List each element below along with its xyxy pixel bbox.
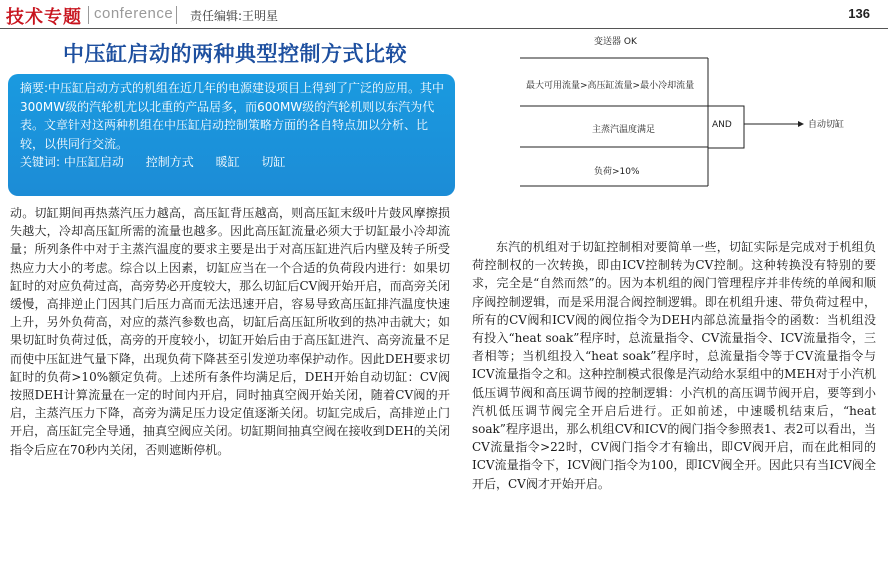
keywords-line [20,153,445,172]
header-divider [176,6,177,24]
input-label: 主蒸汽温度满足 [592,125,656,135]
output-arrow [798,121,804,127]
column-badge: 技术专题 [6,7,82,28]
abstract-text: 摘要:中压缸启动方式的机组在近几年的电源建设项目上得到了广泛的应用。其中300MW级的汽轮机尤以北重的产品居多，而600MW级的汽轮机则以东汽为代表。文章针对这两种机组在中压缸启动控制策略方面的各自特点加以分析、比较，以供同行交流。 [20,81,445,151]
body-column-right [472,238,876,493]
output-label: 自动切缸 [808,120,845,130]
body-paragraph: 动。切缸期间再热蒸汽压力越高，高压缸背压越高，则高压缸末级叶片鼓风摩擦损失越大，冷却高压缸所需的流量也越多。因此高压缸流量必须大于切缸最小冷却流量；所列条件中对于主蒸汽温度的要求主要是出于对高压缸进汽后内壁及转子所受热应力大小的考虑。综合以上因素，切缸应当在一个合适的负荷段内进行：如果切缸时的对应负荷过高，高旁势必开度较大，那么切缸后CV阀开始开启，而高旁关闭缓慢，高排逆止门因其门后压力高而无法迅速开启，容易导致高压缸排汽温度快速上升，另外负荷高，对应的蒸汽参数也高，切缸后高压缸所收到的热冲击就大；如果切缸时负荷过低，高旁的开度较小，切缸开始后由于高压缸进汽、高旁流量不足而使中压缸进气量下降，出现负荷下降甚至引发逆功率保护动作。因此DEH要求切缸时的负荷>10%额定负荷。上述所有条件均满足后，DEH开始自动切缸：CV阀按照DEH计算流量在一定的时间内开启，同时抽真空阀开始关闭，随着CV阀的开启，主蒸汽压力下降，高旁为满足压力设定值逐渐关闭。切缸完成后，高排逆止门开启，高压缸完全导通，抽真空阀应关闭。切缸期间抽真空阀在接收到DEH的关闭指令后应在70秒内关闭，否则遮断停机。 [10,206,450,457]
keyword: 中压缸启动 [63,155,124,170]
abstract-box [8,74,455,196]
page-header [0,0,888,30]
editor-credit: 责任编辑:王明星 [190,9,279,23]
input-label: 负荷>10% [594,167,640,177]
input-label: 变送器 OK [594,37,637,47]
logic-diagram [468,28,888,228]
keyword: 控制方式 [145,155,194,170]
body-paragraph: 东汽的机组对于切缸控制相对要简单一些，切缸实际是完成对于机组负荷控制权的一次转换，即由ICV控制转为CV控制。这种转换没有特别的要求，完全是“自然而然”的。因为本机组的阀门管理程序并非传统的单阀和顺序阀控制逻辑，而是采用混合阀控制逻辑。即在机组升速、带负荷过程中，所有的CV阀和ICV阀的阀位指令为DEH内部总流量指令的函数：当机组没有投入“heat soak”程序时，总流量指令、CV流量指令、ICV流量指令，三者相等；当机组投入“heat soak”程序时，总流量指令等于CV流量指令与ICV流量指令之和。这种控制模式很像是汽动给水泵组中的MEH对于小汽机低压调节阀和高压调节阀的控制逻辑：小汽机的高压调节阀开启，要等到小汽机低压调节阀完全开启后进行。正如前述，中速暖机结束后，“heat soak”程序退出，那么机组CV和ICV的阀门指令参照表1、表2可以看出，当CV流量指令>22时，CV阀门指令才有输出，即CV阀开启，而在此相同的ICV流量指令下，ICV阀门指令为100，即ICV阀全开。因此只有当ICV阀全开后，CV阀才开始开启。 [472,240,876,491]
and-gate-label: AND [712,120,732,130]
article-title: 中压缸启动的两种典型控制方式比较 [63,42,407,66]
keywords-label: 关键词: [20,155,61,170]
page-number: 136 [848,6,870,21]
logic-diagram-svg [468,28,888,228]
section-name: conference [94,5,174,22]
input-label: 最大可用流量>高压缸流量>最小冷却流量 [526,81,695,91]
keyword: 暖缸 [215,155,240,170]
body-column-left [10,204,450,459]
keyword: 切缸 [261,155,286,170]
header-divider [88,6,89,24]
